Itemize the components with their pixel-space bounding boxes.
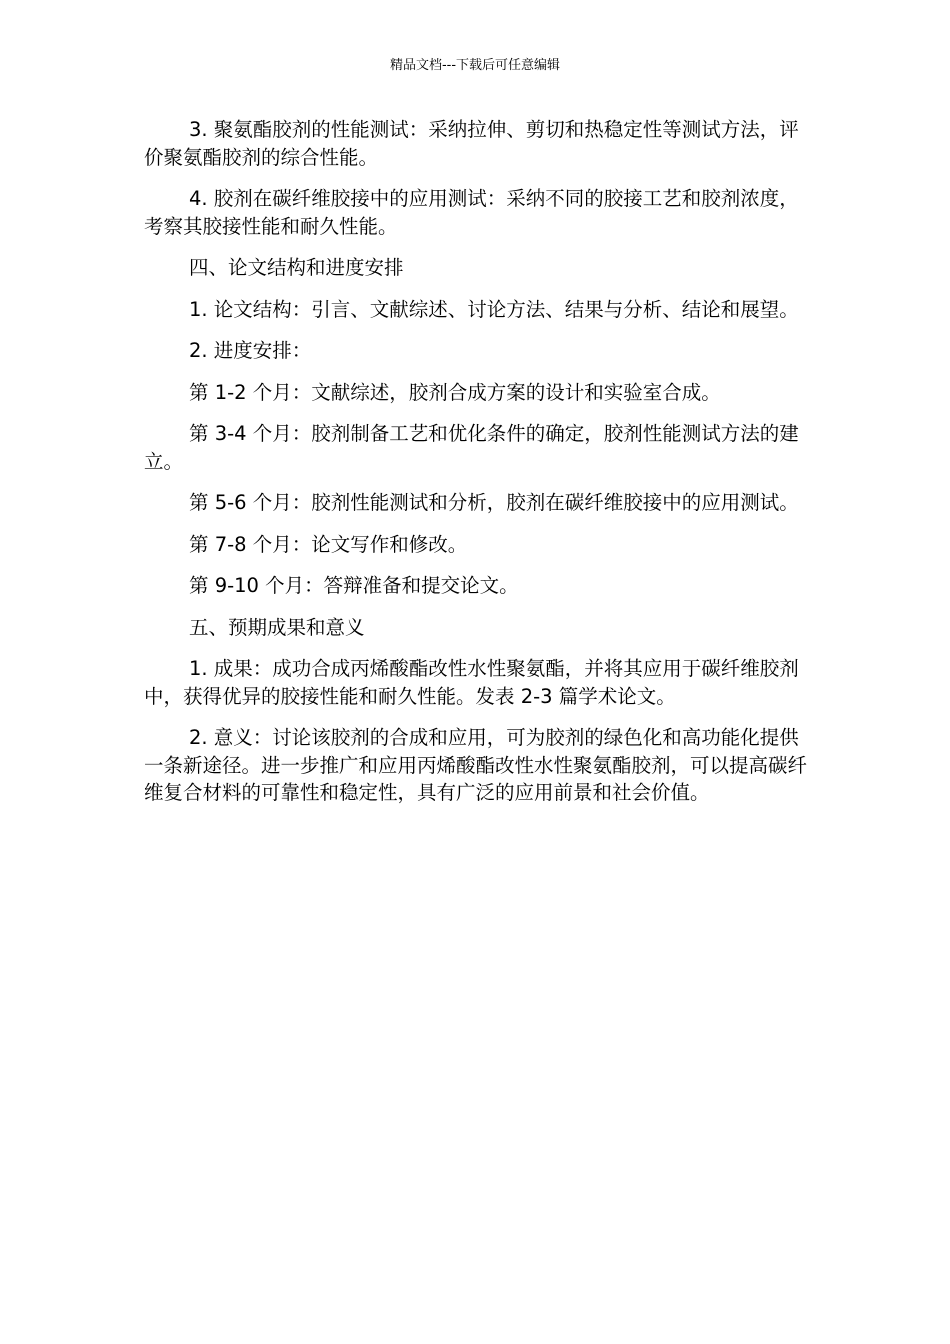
section-heading-outcomes: 五、预期成果和意义 [189,615,365,639]
page-header: 精品文档---下载后可任意编辑 [389,58,561,73]
schedule-item-month-1-2: 第 1-2 个月：文献综述，胶剂合成方案的设计和实验室合成。 [189,380,721,404]
paragraph-thesis-structure: 1. 论文结构：引言、文献综述、讨论方法、结果与分析、结论和展望。 [189,297,799,321]
schedule-item-month-5-6: 第 5-6 个月：胶剂性能测试和分析，胶剂在碳纤维胶接中的应用测试。 [189,491,799,514]
schedule-item-month-7-8: 第 7-8 个月：论文写作和修改。 [189,532,468,556]
schedule-item-month-3-4: 第 3-4 个月：胶剂制备工艺和优化条件的确定，胶剂性能测试方法的建立。 [144,422,799,473]
paragraph-application-test: 4. 胶剂在碳纤维胶接中的应用测试：采纳不同的胶接工艺和胶剂浓度，考察其胶接性能和耐久性能。 [144,187,799,238]
paragraph-significance: 2. 意义：讨论该胶剂的合成和应用，可为胶剂的绿色化和高功能化提供一条新途径。进一步推广和应用丙烯酸酯改性水性聚氨酯胶剂，可以提高碳纤维复合材料的可靠性和稳定性，具有广泛的应用前景和社会价值。 [144,726,808,804]
paragraph-outcomes: 1. 成果：成功合成丙烯酸酯改性水性聚氨酯，并将其应用于碳纤维胶剂中，获得优异的胶接性能和耐久性能。发表 2-3 篇学术论文。 [144,657,799,708]
section-heading-structure-schedule: 四、论文结构和进度安排 [189,256,404,279]
paragraph-performance-test: 3. 聚氨酯胶剂的性能测试：采纳拉伸、剪切和热稳定性等测试方法，评价聚氨酯胶剂的综合性能。 [144,118,799,169]
document-body [144,116,810,821]
paragraph-schedule-label: 2. 进度安排： [189,339,312,362]
schedule-item-month-9-10: 第 9-10 个月：答辩准备和提交论文。 [189,574,519,597]
